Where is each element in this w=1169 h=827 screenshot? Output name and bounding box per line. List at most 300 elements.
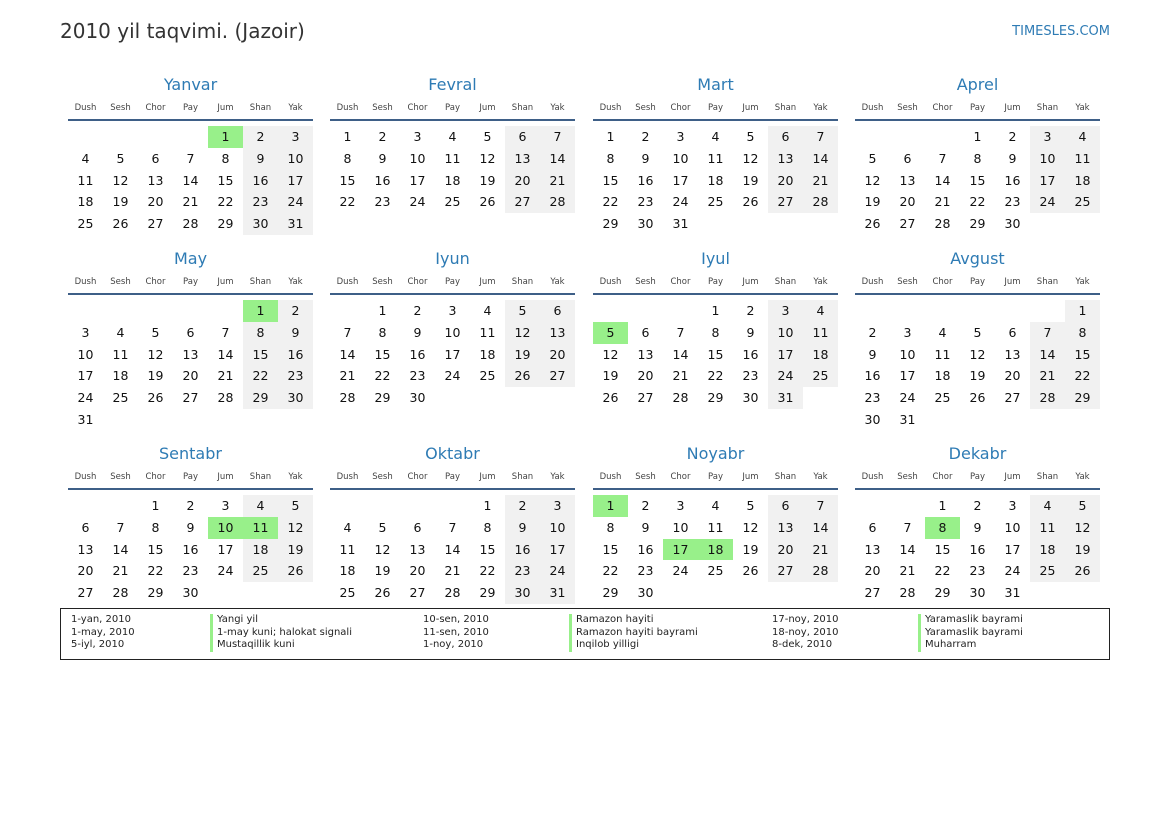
day-cell: 2 — [278, 300, 313, 322]
day-cell: 26 — [278, 560, 313, 582]
weekday-label: Pay — [445, 277, 460, 287]
day-grid — [593, 126, 838, 235]
day-cell: 25 — [1065, 191, 1100, 213]
day-grid — [593, 495, 838, 604]
day-cell: 6 — [151, 150, 160, 166]
day-cell: 18 — [1030, 539, 1065, 561]
header-divider — [855, 488, 1100, 490]
header-divider — [68, 119, 313, 121]
holiday-day-cell: 1 — [243, 300, 278, 322]
month-name: Aprel — [956, 75, 999, 94]
legend-holiday: Ramazon hayiti bayrami — [569, 627, 698, 640]
day-cell: 2 — [378, 129, 387, 144]
empty-cell — [330, 300, 365, 322]
weekday-header — [330, 468, 575, 486]
weekday-label: Yak — [288, 277, 303, 287]
holiday-day-cell: 10 — [208, 517, 243, 539]
day-cell: 11 — [112, 346, 129, 362]
day-grid — [68, 495, 313, 604]
legend-holiday: Mustaqillik kuni — [210, 639, 352, 652]
weekday-label: Sesh — [897, 103, 918, 113]
weekday-label: Shan — [1036, 277, 1059, 287]
day-cell: 23 — [864, 390, 881, 406]
weekday-label: Sesh — [635, 277, 656, 287]
brand-link[interactable]: TIMESLES.COM — [1012, 24, 1110, 39]
day-cell: 25 — [243, 560, 278, 582]
day-cell: 6 — [768, 495, 803, 517]
day-cell: 16 — [409, 346, 426, 362]
day-cell: 5 — [116, 150, 125, 166]
day-cell: 7 — [448, 519, 457, 535]
holiday-day-cell: 8 — [925, 517, 960, 539]
weekday-label: Shan — [249, 472, 272, 482]
day-cell: 17 — [768, 344, 803, 366]
month-mart — [593, 74, 838, 235]
day-cell: 26 — [479, 194, 496, 210]
day-cell: 3 — [1008, 498, 1017, 513]
day-cell: 17 — [444, 346, 461, 362]
day-cell: 1 — [483, 498, 492, 513]
month-dekabr — [855, 443, 1100, 604]
day-cell: 6 — [1008, 324, 1017, 340]
legend-names-col-1 — [210, 614, 352, 652]
day-cell: 6 — [413, 519, 422, 535]
month-name: Noyabr — [686, 444, 745, 463]
day-cell: 24 — [899, 390, 916, 406]
weekday-label: Dush — [336, 277, 359, 287]
day-cell: 5 — [746, 129, 755, 144]
month-fevral — [330, 74, 575, 213]
day-cell: 14 — [1030, 344, 1065, 366]
day-cell: 18 — [1065, 170, 1100, 192]
empty-cell — [138, 300, 173, 322]
day-cell: 4 — [81, 150, 90, 166]
weekday-label: Dush — [599, 103, 622, 113]
day-cell: 2 — [505, 495, 540, 517]
day-cell: 8 — [973, 150, 982, 166]
weekday-label: Shan — [249, 103, 272, 113]
day-cell: 20 — [505, 170, 540, 192]
day-cell: 14 — [803, 517, 838, 539]
day-cell: 27 — [1004, 390, 1021, 406]
weekday-header — [593, 273, 838, 291]
day-cell: 8 — [151, 519, 160, 535]
day-cell: 13 — [768, 517, 803, 539]
day-cell: 11 — [444, 150, 461, 166]
day-cell: 3 — [448, 303, 457, 318]
weekday-label: Pay — [183, 277, 198, 287]
day-cell: 8 — [1065, 322, 1100, 344]
header-divider — [330, 488, 575, 490]
day-cell: 16 — [637, 541, 654, 557]
day-cell: 3 — [676, 129, 685, 144]
day-cell: 9 — [186, 519, 195, 535]
legend-date: 18-noy, 2010 — [772, 626, 839, 638]
day-cell: 9 — [641, 519, 650, 535]
day-cell: 11 — [803, 322, 838, 344]
day-cell: 25 — [112, 390, 129, 406]
day-cell: 6 — [186, 324, 195, 340]
day-cell: 18 — [934, 368, 951, 384]
weekday-header — [68, 468, 313, 486]
day-cell: 9 — [868, 346, 877, 362]
day-cell: 29 — [969, 216, 986, 232]
day-cell: 10 — [1004, 519, 1021, 535]
weekday-label: Jum — [479, 103, 496, 113]
empty-cell — [960, 300, 995, 322]
day-cell: 3 — [278, 126, 313, 148]
day-cell: 2 — [641, 498, 650, 513]
day-cell: 18 — [243, 539, 278, 561]
weekday-label: Pay — [445, 472, 460, 482]
day-cell: 6 — [641, 324, 650, 340]
weekday-label: Yak — [550, 472, 565, 482]
month-iyul — [593, 248, 838, 409]
day-cell: 4 — [1065, 126, 1100, 148]
day-cell: 3 — [413, 129, 422, 144]
day-cell: 1 — [343, 129, 352, 144]
legend-names-col-3 — [918, 614, 1023, 652]
month-avgust — [855, 248, 1100, 431]
day-cell: 9 — [505, 517, 540, 539]
day-cell: 20 — [540, 344, 575, 366]
day-cell: 29 — [602, 216, 619, 232]
legend-holiday: Inqilob yilligi — [569, 639, 698, 652]
weekday-header — [855, 273, 1100, 291]
day-cell: 10 — [444, 324, 461, 340]
day-cell: 31 — [768, 387, 803, 409]
day-cell: 19 — [969, 368, 986, 384]
day-cell: 22 — [479, 563, 496, 579]
day-cell: 11 — [77, 172, 94, 188]
day-cell: 30 — [409, 390, 426, 406]
day-cell: 28 — [182, 216, 199, 232]
legend-holiday: Muharram — [918, 639, 1023, 652]
day-cell: 8 — [606, 150, 615, 166]
day-cell: 23 — [742, 368, 759, 384]
weekday-header — [593, 99, 838, 117]
day-cell: 24 — [1004, 563, 1021, 579]
day-cell: 20 — [182, 368, 199, 384]
month-name: Mart — [697, 75, 734, 94]
day-cell: 17 — [278, 170, 313, 192]
day-cell: 3 — [221, 498, 230, 513]
day-cell: 29 — [479, 585, 496, 601]
day-cell: 7 — [221, 324, 230, 340]
day-cell: 16 — [969, 541, 986, 557]
day-cell: 23 — [969, 563, 986, 579]
weekday-label: Shan — [249, 277, 272, 287]
day-cell: 28 — [803, 560, 838, 582]
day-cell: 29 — [243, 387, 278, 409]
day-cell: 8 — [711, 324, 720, 340]
day-grid — [855, 300, 1100, 431]
day-cell: 12 — [969, 346, 986, 362]
day-cell: 15 — [217, 172, 234, 188]
day-cell: 2 — [973, 498, 982, 513]
weekday-label: Dush — [599, 277, 622, 287]
weekday-label: Pay — [708, 277, 723, 287]
weekday-header — [68, 273, 313, 291]
day-cell: 3 — [540, 495, 575, 517]
day-cell: 24 — [217, 563, 234, 579]
day-cell: 21 — [1030, 365, 1065, 387]
day-cell: 4 — [483, 303, 492, 318]
day-cell: 1 — [711, 303, 720, 318]
day-cell: 30 — [969, 585, 986, 601]
day-cell: 26 — [602, 390, 619, 406]
day-cell: 15 — [339, 172, 356, 188]
weekday-label: Shan — [774, 103, 797, 113]
day-cell: 11 — [707, 519, 724, 535]
day-cell: 21 — [934, 194, 951, 210]
day-cell: 21 — [112, 563, 129, 579]
weekday-label: Jum — [1004, 472, 1021, 482]
day-cell: 22 — [602, 563, 619, 579]
day-cell: 2 — [746, 303, 755, 318]
day-cell: 18 — [707, 172, 724, 188]
day-cell: 13 — [147, 172, 164, 188]
empty-cell — [103, 126, 138, 148]
day-cell: 4 — [938, 324, 947, 340]
day-cell: 3 — [81, 324, 90, 340]
legend-dates-col-2 — [423, 614, 489, 652]
day-cell: 1 — [973, 129, 982, 144]
day-cell: 14 — [672, 346, 689, 362]
weekday-label: Shan — [511, 103, 534, 113]
day-cell: 19 — [1065, 539, 1100, 561]
month-name: Yanvar — [163, 75, 218, 94]
empty-cell — [435, 495, 470, 517]
day-cell: 14 — [339, 346, 356, 362]
day-cell: 5 — [1065, 495, 1100, 517]
day-cell: 8 — [378, 324, 387, 340]
month-may — [68, 248, 313, 431]
day-cell: 5 — [505, 300, 540, 322]
holiday-day-cell: 1 — [593, 495, 628, 517]
day-cell: 21 — [899, 563, 916, 579]
month-name: Dekabr — [948, 444, 1007, 463]
legend-holiday: Yangi yil — [210, 614, 352, 627]
day-cell: 8 — [606, 519, 615, 535]
day-cell: 21 — [339, 368, 356, 384]
day-cell: 1 — [1065, 300, 1100, 322]
day-cell: 28 — [339, 390, 356, 406]
empty-cell — [208, 300, 243, 322]
day-cell: 14 — [112, 541, 129, 557]
day-cell: 23 — [1004, 194, 1021, 210]
day-cell: 24 — [77, 390, 94, 406]
day-cell: 23 — [278, 365, 313, 387]
day-cell: 10 — [77, 346, 94, 362]
day-cell: 11 — [479, 324, 496, 340]
day-cell: 19 — [864, 194, 881, 210]
day-cell: 1 — [378, 303, 387, 318]
day-cell: 14 — [217, 346, 234, 362]
empty-cell — [138, 126, 173, 148]
empty-cell — [628, 300, 663, 322]
day-cell: 7 — [803, 126, 838, 148]
weekday-label: Dush — [336, 472, 359, 482]
weekday-label: Chor — [407, 103, 428, 113]
weekday-label: Jum — [217, 103, 234, 113]
day-cell: 20 — [637, 368, 654, 384]
day-cell: 31 — [672, 216, 689, 232]
day-cell: 20 — [147, 194, 164, 210]
weekday-label: Shan — [1036, 472, 1059, 482]
weekday-label: Jum — [479, 277, 496, 287]
weekday-label: Pay — [708, 103, 723, 113]
legend-names-col-2 — [569, 614, 698, 652]
day-cell: 10 — [1030, 148, 1065, 170]
day-cell: 12 — [479, 150, 496, 166]
day-cell: 18 — [803, 344, 838, 366]
legend-date: 10-sen, 2010 — [423, 614, 489, 625]
day-grid — [330, 495, 575, 604]
day-cell: 30 — [505, 582, 540, 604]
weekday-label: Yak — [1075, 277, 1090, 287]
day-cell: 26 — [742, 563, 759, 579]
day-cell: 12 — [742, 150, 759, 166]
day-cell: 15 — [374, 346, 391, 362]
day-cell: 15 — [707, 346, 724, 362]
header-divider — [855, 293, 1100, 295]
day-cell: 7 — [1030, 322, 1065, 344]
day-cell: 6 — [868, 519, 877, 535]
day-cell: 8 — [221, 150, 230, 166]
day-cell: 27 — [540, 365, 575, 387]
day-cell: 6 — [768, 126, 803, 148]
weekday-label: Sesh — [635, 472, 656, 482]
day-cell: 17 — [77, 368, 94, 384]
weekday-label: Chor — [407, 277, 428, 287]
day-cell: 23 — [409, 368, 426, 384]
day-cell: 21 — [217, 368, 234, 384]
day-cell: 26 — [742, 194, 759, 210]
day-cell: 23 — [182, 563, 199, 579]
day-cell: 28 — [1030, 387, 1065, 409]
weekday-header — [68, 99, 313, 117]
day-cell: 19 — [278, 539, 313, 561]
weekday-label: Pay — [970, 277, 985, 287]
day-cell: 25 — [444, 194, 461, 210]
empty-cell — [400, 495, 435, 517]
day-cell: 3 — [676, 498, 685, 513]
day-cell: 16 — [182, 541, 199, 557]
day-cell: 31 — [899, 411, 916, 427]
page-title: 2010 yil taqvimi. (Jazoir) — [60, 19, 305, 43]
day-cell: 26 — [112, 216, 129, 232]
weekday-label: Jum — [217, 277, 234, 287]
header-divider — [593, 488, 838, 490]
day-cell: 17 — [672, 172, 689, 188]
day-cell: 1 — [151, 498, 160, 513]
day-cell: 7 — [676, 324, 685, 340]
day-cell: 9 — [243, 148, 278, 170]
day-cell: 20 — [864, 563, 881, 579]
weekday-label: Yak — [550, 277, 565, 287]
day-cell: 5 — [746, 498, 755, 513]
day-cell: 12 — [278, 517, 313, 539]
day-cell: 13 — [1004, 346, 1021, 362]
day-cell: 13 — [768, 148, 803, 170]
month-name: May — [173, 249, 208, 268]
empty-cell — [68, 300, 103, 322]
weekday-header — [855, 99, 1100, 117]
weekday-label: Sesh — [897, 277, 918, 287]
weekday-label: Chor — [145, 472, 166, 482]
day-cell: 25 — [707, 194, 724, 210]
day-cell: 5 — [868, 150, 877, 166]
day-cell: 1 — [606, 129, 615, 144]
day-cell: 15 — [479, 541, 496, 557]
day-cell: 12 — [112, 172, 129, 188]
empty-cell — [890, 300, 925, 322]
weekday-header — [330, 273, 575, 291]
day-cell: 12 — [147, 346, 164, 362]
day-cell: 22 — [707, 368, 724, 384]
day-cell: 14 — [803, 148, 838, 170]
weekday-label: Dush — [74, 472, 97, 482]
day-cell: 27 — [77, 585, 94, 601]
day-cell: 5 — [151, 324, 160, 340]
month-name: Oktabr — [425, 444, 480, 463]
empty-cell — [1030, 300, 1065, 322]
month-name: Sentabr — [159, 444, 222, 463]
day-cell: 19 — [479, 172, 496, 188]
day-cell: 14 — [540, 148, 575, 170]
header-divider — [68, 488, 313, 490]
day-cell: 2 — [413, 303, 422, 318]
day-cell: 30 — [1004, 216, 1021, 232]
empty-cell — [663, 300, 698, 322]
weekday-label: Shan — [774, 277, 797, 287]
day-cell: 7 — [938, 150, 947, 166]
day-cell: 27 — [768, 191, 803, 213]
day-cell: 9 — [641, 150, 650, 166]
day-cell: 4 — [343, 519, 352, 535]
day-cell: 14 — [934, 172, 951, 188]
header-divider — [855, 119, 1100, 121]
day-cell: 1 — [938, 498, 947, 513]
day-grid — [68, 126, 313, 235]
day-cell: 26 — [864, 216, 881, 232]
day-cell: 29 — [217, 216, 234, 232]
weekday-label: Chor — [932, 103, 953, 113]
day-cell: 4 — [803, 300, 838, 322]
weekday-label: Sesh — [635, 103, 656, 113]
day-cell: 24 — [540, 560, 575, 582]
day-cell: 21 — [540, 170, 575, 192]
day-cell: 13 — [899, 172, 916, 188]
weekday-label: Chor — [670, 277, 691, 287]
day-cell: 21 — [182, 194, 199, 210]
empty-cell — [365, 495, 400, 517]
day-cell: 22 — [934, 563, 951, 579]
day-cell: 20 — [1004, 368, 1021, 384]
day-cell: 19 — [147, 368, 164, 384]
day-cell: 28 — [540, 191, 575, 213]
day-cell: 19 — [742, 172, 759, 188]
day-cell: 29 — [147, 585, 164, 601]
day-cell: 2 — [1008, 129, 1017, 144]
empty-cell — [103, 300, 138, 322]
day-cell: 15 — [147, 541, 164, 557]
month-aprel — [855, 74, 1100, 235]
day-cell: 9 — [1008, 150, 1017, 166]
day-cell: 9 — [973, 519, 982, 535]
day-cell: 22 — [374, 368, 391, 384]
